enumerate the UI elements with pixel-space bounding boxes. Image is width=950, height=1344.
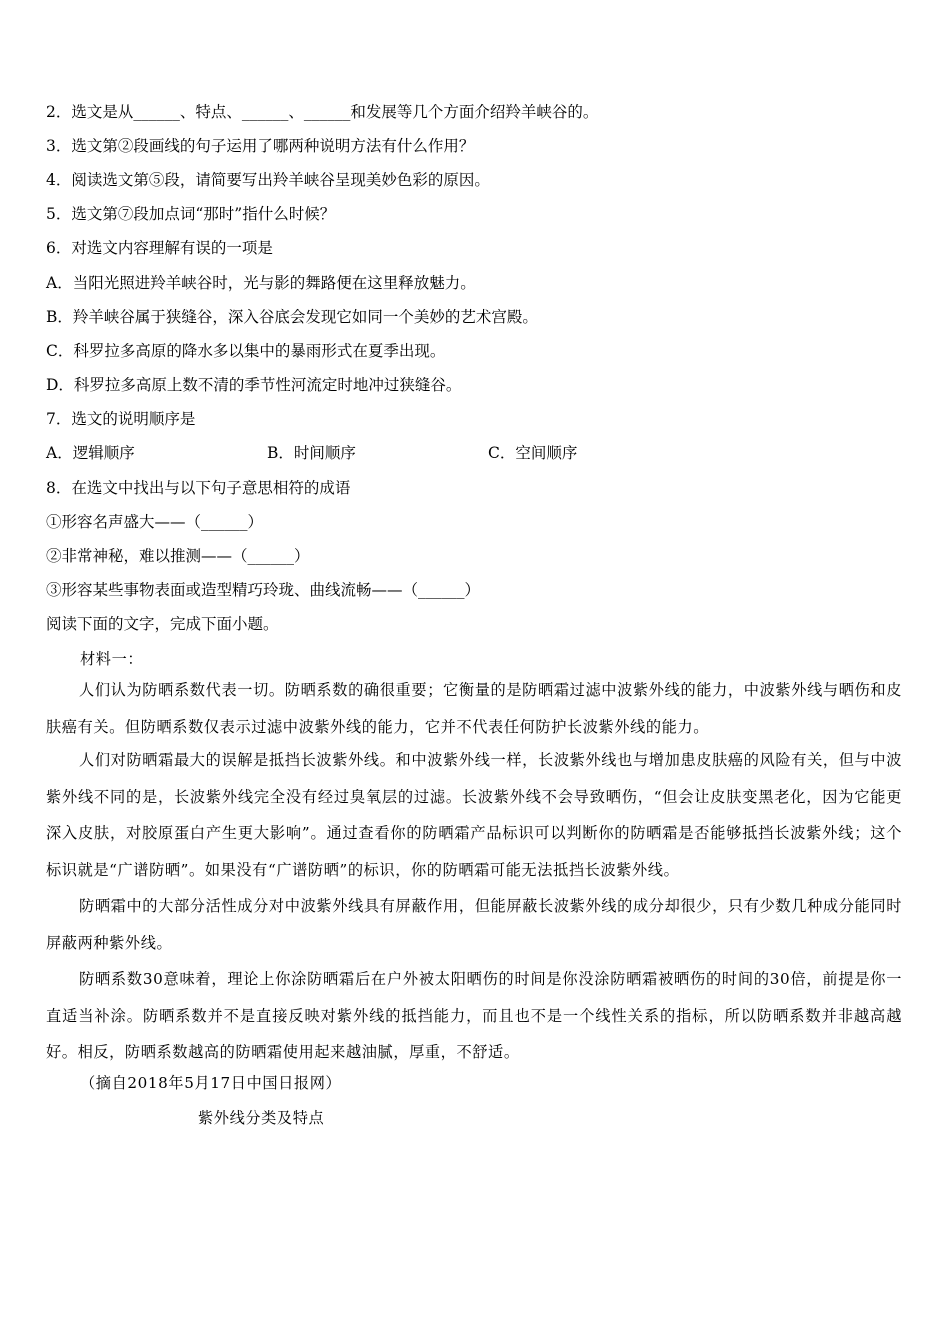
question-6-option-c: C．科罗拉多高原的降水多以集中的暴雨形式在夏季出现。	[46, 342, 446, 360]
question-7-option-b: B．时间顺序	[267, 444, 356, 462]
question-7-options	[46, 442, 577, 464]
question-5: 5．选文第⑦段加点词“那时”指什么时候？	[46, 205, 336, 223]
reading-paragraph-2: 人们对防晒霜最大的误解是抵挡长波紫外线。和中波紫外线一样，长波紫外线也与增加患皮肤癌的风险有关，但与中波紫外线不同的是，长波紫外线完全没有经过臭氧层的过滤。长波紫外线不会导致晒伤，“但会让皮肤变黑老化，因为它能更深入皮肤，对胶原蛋白产生更大影响”。通过查看你的防晒霜产品标识可以判断你的防晒霜是否能够抵挡长波紫外线；这个标识就是“广谱防晒”。如果没有“广谱防晒”的标识，你的防晒霜可能无法抵挡长波紫外线。	[46, 751, 902, 879]
question-2: 2．选文是从______、特点、______、______和发展等几个方面介绍羚羊峡谷的。	[46, 103, 599, 121]
material-title: 材料一：	[80, 650, 144, 668]
question-4: 4．阅读选文第⑤段，请简要写出羚羊峡谷呈现美妙色彩的原因。	[46, 171, 490, 189]
question-6-option-a: A．当阳光照进羚羊峡谷时，光与影的舞路便在这里释放魅力。	[46, 274, 476, 292]
reading-paragraph-4: 防晒系数30意味着，理论上你涂防晒霜后在户外被太阳晒伤的时间是你没涂防晒霜被晒伤的时间的30倍，前提是你一直适当补涂。防晒系数并不是直接反映对紫外线的抵挡能力，而且也不是一个线性关系的指标，所以防晒系数并非越高越好。相反，防晒系数越高的防晒霜使用起来越油腻，厚重，不舒适。	[46, 970, 902, 1061]
question-8-stem: 8．在选文中找出与以下句子意思相符的成语	[46, 479, 351, 497]
question-6-stem: 6．对选文内容理解有误的一项是	[46, 239, 273, 257]
reading-paragraph-3: 防晒霜中的大部分活性成分对中波紫外线具有屏蔽作用，但能屏蔽长波紫外线的成分却很少，只有少数几种成分能同时屏蔽两种紫外线。	[46, 897, 902, 952]
reading-instruction: 阅读下面的文字，完成下面小题。	[46, 615, 279, 633]
question-7-option-a: A．逻辑顺序	[46, 444, 135, 462]
reading-paragraph-1: 人们认为防晒系数代表一切。防晒系数的确很重要；它衡量的是防晒霜过滤中波紫外线的能力，中波紫外线与晒伤和皮肤癌有关。但防晒系数仅表示过滤中波紫外线的能力，它并不代表任何防护长波紫外线的能力。	[46, 681, 902, 736]
question-7-option-c: C．空间顺序	[488, 444, 578, 462]
table-caption: 紫外线分类及特点	[198, 1109, 325, 1127]
question-8-item-2: ②非常神秘，难以推测——（______）	[46, 547, 310, 565]
question-3: 3．选文第②段画线的句子运用了哪两种说明方法有什么作用？	[46, 137, 475, 155]
question-6-option-d: D．科罗拉多高原上数不清的季节性河流定时地冲过狭缝谷。	[46, 376, 462, 394]
question-7-stem: 7．选文的说明顺序是	[46, 410, 196, 428]
question-6-option-b: B．羚羊峡谷属于狭缝谷，深入谷底会发现它如同一个美妙的艺术宫殿。	[46, 308, 538, 326]
question-8-item-3: ③形容某些事物表面或造型精巧玲珑、曲线流畅——（______）	[46, 581, 481, 599]
question-8-item-1: ①形容名声盛大——（______）	[46, 513, 264, 531]
source-citation: （摘自2018年5月17日中国日报网）	[80, 1074, 342, 1092]
